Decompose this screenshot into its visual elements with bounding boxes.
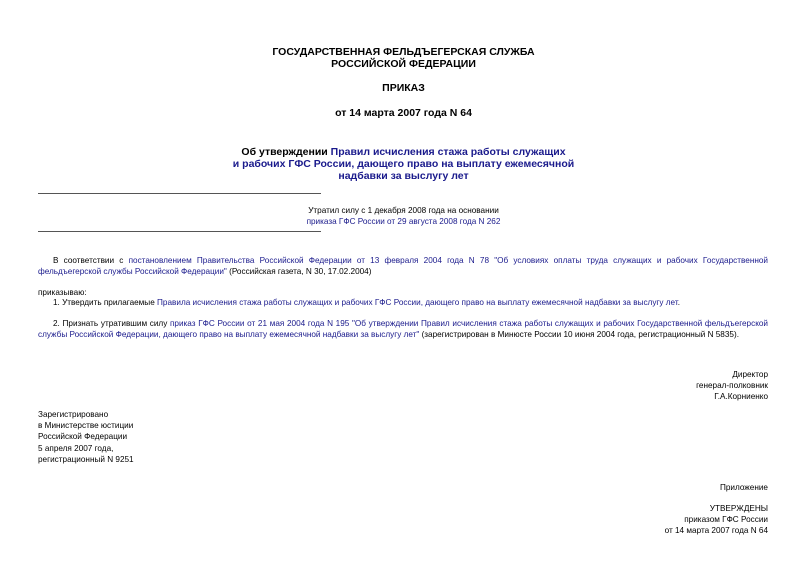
appendix-by-order: приказом ГФС России bbox=[684, 515, 768, 524]
org-name-line2: РОССИЙСКОЙ ФЕДЕРАЦИИ bbox=[331, 58, 476, 70]
registration-line2: в Министерстве юстиции bbox=[38, 421, 134, 431]
signature-block bbox=[696, 369, 768, 402]
doc-title-line1 bbox=[0, 146, 807, 158]
rules-link[interactable]: Правила исчисления стажа работы служащих и рабочих ГФС России, дающего право на выплату ежемесячной надбавки за выслугу лет bbox=[157, 298, 678, 307]
item-1-prefix: 1. Утвердить прилагаемые bbox=[53, 298, 158, 307]
doc-title-link-part3[interactable]: надбавки за выслугу лет bbox=[338, 170, 469, 182]
appendix-order-date: от 14 марта 2007 года N 64 bbox=[664, 526, 768, 535]
item-2-prefix: 2. Признать утратившим силу bbox=[53, 319, 170, 328]
paragraph-basis-suffix: (Российская газета, N 30, 17.02.2004) bbox=[226, 267, 372, 276]
appendix-approved: УТВЕРЖДЕНЫ bbox=[709, 504, 768, 513]
status-line1: Утратил силу с 1 декабря 2008 года на основании bbox=[308, 206, 499, 215]
org-name-line1: ГОСУДАРСТВЕННАЯ ФЕЛЬДЪЕГЕРСКАЯ СЛУЖБА bbox=[272, 46, 535, 58]
paragraph-basis bbox=[38, 255, 768, 277]
paragraph-item-1 bbox=[38, 297, 768, 308]
signature-name: Г.А.Корниенко bbox=[714, 392, 768, 401]
resolution-link[interactable]: постановлением Правительства Российской Федерации от 13 февраля 2004 года N 78 "Об условиях оплаты труда служащих и рабочих Государственной фельдъегерской службы Российской Федерации" bbox=[38, 256, 768, 276]
status-link[interactable]: приказа ГФС России от 29 августа 2008 года N 262 bbox=[306, 217, 501, 226]
doc-title-prefix: Об утверждении bbox=[241, 146, 331, 158]
paragraph-order: приказываю: bbox=[38, 288, 87, 297]
paragraph-item-2 bbox=[38, 318, 768, 340]
repealed-order-link[interactable]: приказ ГФС России от 21 мая 2004 года N 195 "Об утверждении Правил исчисления стажа работы служащих и рабочих Государственной фельдъегерской службы Российской Федерации, дающего право на выплату ежемесячной надбавки за выслугу лет" bbox=[38, 319, 769, 339]
appendix-block bbox=[665, 503, 768, 536]
signature-rank: генерал-полковник bbox=[696, 381, 768, 390]
separator-rule-bottom bbox=[38, 231, 321, 232]
doc-type: ПРИКАЗ bbox=[382, 82, 425, 94]
doc-title-link-part2[interactable]: и рабочих ГФС России, дающего право на выплату ежемесячной bbox=[232, 158, 575, 170]
doc-date-number: от 14 марта 2007 года N 64 bbox=[335, 107, 472, 119]
appendix-label: Приложение bbox=[719, 483, 768, 492]
registration-line1: Зарегистрировано bbox=[38, 410, 109, 419]
item-2-suffix: (зарегистрирован в Минюсте России 10 июня 2004 года, регистрационный N 5835). bbox=[419, 330, 739, 339]
paragraph-basis-prefix: В соответствии с bbox=[53, 256, 129, 265]
registration-line5: регистрационный N 9251 bbox=[38, 454, 134, 464]
registration-block bbox=[38, 409, 134, 465]
item-1-suffix: . bbox=[677, 298, 680, 307]
doc-title-link-part1[interactable]: Правил исчисления стажа работы служащих bbox=[330, 146, 566, 158]
signature-position: Директор bbox=[732, 370, 768, 379]
registration-line4: 5 апреля 2007 года, bbox=[38, 443, 114, 453]
registration-line3: Российской Федерации bbox=[38, 432, 128, 442]
separator-rule-top bbox=[38, 193, 321, 194]
